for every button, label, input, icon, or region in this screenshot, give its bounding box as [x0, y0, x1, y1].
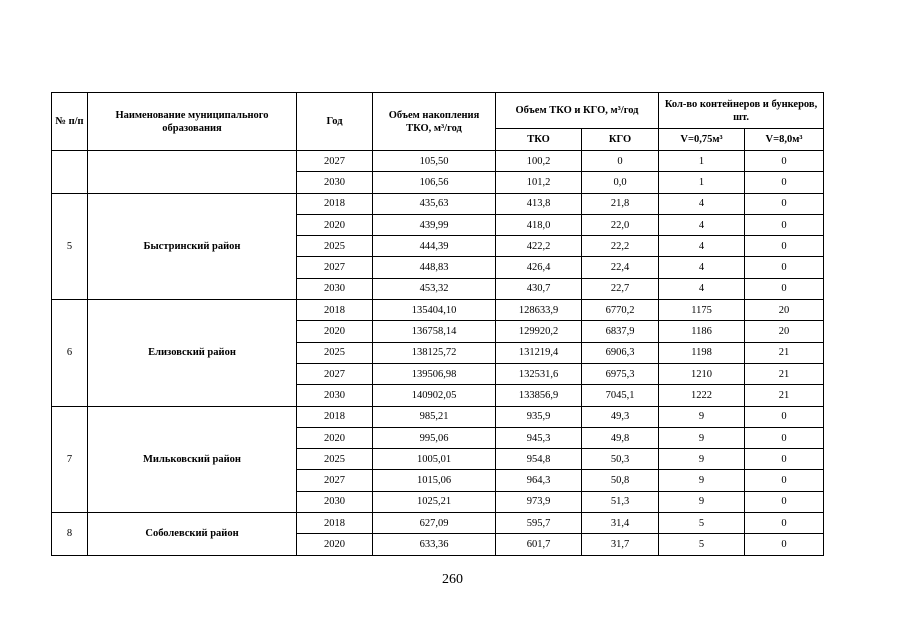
cell-kgo: 31,7 [582, 534, 659, 555]
cell-kgo: 6770,2 [582, 300, 659, 321]
cell-v8: 0 [745, 427, 824, 448]
row-num: 7 [52, 406, 88, 512]
cell-v8: 21 [745, 342, 824, 363]
cell-tko: 430,7 [496, 278, 582, 299]
cell-v075: 1222 [659, 385, 745, 406]
waste-volume-table [51, 92, 824, 556]
cell-kgo: 49,8 [582, 427, 659, 448]
cell-v8: 0 [745, 214, 824, 235]
municipality-name: Елизовский район [88, 300, 297, 406]
municipality-name [88, 151, 297, 194]
cell-v075: 5 [659, 534, 745, 555]
cell-v075: 9 [659, 449, 745, 470]
cell-v8: 20 [745, 321, 824, 342]
cell-volume: 444,39 [373, 236, 496, 257]
cell-tko: 595,7 [496, 513, 582, 534]
cell-year: 2020 [297, 321, 373, 342]
cell-year: 2018 [297, 406, 373, 427]
cell-kgo: 51,3 [582, 491, 659, 512]
cell-v8: 0 [745, 278, 824, 299]
cell-volume: 136758,14 [373, 321, 496, 342]
cell-tko: 601,7 [496, 534, 582, 555]
cell-volume: 439,99 [373, 214, 496, 235]
cell-tko: 133856,9 [496, 385, 582, 406]
cell-v075: 4 [659, 236, 745, 257]
cell-tko: 128633,9 [496, 300, 582, 321]
municipality-name: Быстринский район [88, 193, 297, 299]
cell-volume: 435,63 [373, 193, 496, 214]
header-kgo: КГО [582, 129, 659, 151]
cell-v8: 0 [745, 406, 824, 427]
cell-volume: 138125,72 [373, 342, 496, 363]
row-num: 6 [52, 300, 88, 406]
cell-kgo: 0 [582, 151, 659, 172]
cell-tko: 945,3 [496, 427, 582, 448]
cell-kgo: 22,4 [582, 257, 659, 278]
cell-year: 2018 [297, 193, 373, 214]
cell-year: 2027 [297, 151, 373, 172]
cell-volume: 135404,10 [373, 300, 496, 321]
cell-tko: 131219,4 [496, 342, 582, 363]
cell-kgo: 6975,3 [582, 363, 659, 384]
cell-v075: 9 [659, 491, 745, 512]
header-tko: ТКО [496, 129, 582, 151]
header-containers: Кол-во контейнеров и бункеров, шт. [659, 93, 824, 129]
cell-v075: 1 [659, 172, 745, 193]
cell-v8: 0 [745, 449, 824, 470]
header-v075: V=0,75м³ [659, 129, 745, 151]
cell-v075: 4 [659, 193, 745, 214]
cell-kgo: 50,3 [582, 449, 659, 470]
cell-year: 2025 [297, 449, 373, 470]
cell-volume: 453,32 [373, 278, 496, 299]
header-year: Год [297, 93, 373, 151]
cell-volume: 1015,06 [373, 470, 496, 491]
table-row [52, 151, 824, 172]
cell-tko: 101,2 [496, 172, 582, 193]
cell-year: 2030 [297, 385, 373, 406]
cell-v8: 0 [745, 491, 824, 512]
cell-volume: 140902,05 [373, 385, 496, 406]
cell-v075: 4 [659, 257, 745, 278]
cell-v075: 1 [659, 151, 745, 172]
cell-v075: 9 [659, 427, 745, 448]
cell-tko: 964,3 [496, 470, 582, 491]
cell-tko: 426,4 [496, 257, 582, 278]
cell-kgo: 21,8 [582, 193, 659, 214]
row-num: 5 [52, 193, 88, 299]
cell-year: 2018 [297, 300, 373, 321]
cell-v075: 1210 [659, 363, 745, 384]
header-v8: V=8,0м³ [745, 129, 824, 151]
cell-volume: 633,36 [373, 534, 496, 555]
cell-v8: 21 [745, 363, 824, 384]
cell-v075: 9 [659, 470, 745, 491]
cell-volume: 139506,98 [373, 363, 496, 384]
cell-volume: 995,06 [373, 427, 496, 448]
cell-v075: 1186 [659, 321, 745, 342]
cell-year: 2027 [297, 470, 373, 491]
cell-tko: 413,8 [496, 193, 582, 214]
table-row [52, 406, 824, 427]
cell-v8: 0 [745, 534, 824, 555]
cell-tko: 418,0 [496, 214, 582, 235]
table-row [52, 513, 824, 534]
cell-year: 2020 [297, 214, 373, 235]
cell-year: 2030 [297, 172, 373, 193]
cell-volume: 106,56 [373, 172, 496, 193]
cell-kgo: 6906,3 [582, 342, 659, 363]
cell-kgo: 0,0 [582, 172, 659, 193]
table-row [52, 193, 824, 214]
cell-year: 2030 [297, 278, 373, 299]
cell-v8: 20 [745, 300, 824, 321]
header-tko-kgo: Объем ТКО и КГО, м³/год [496, 93, 659, 129]
cell-tko: 954,8 [496, 449, 582, 470]
cell-v075: 9 [659, 406, 745, 427]
cell-year: 2020 [297, 427, 373, 448]
cell-v8: 0 [745, 513, 824, 534]
cell-volume: 105,50 [373, 151, 496, 172]
cell-kgo: 31,4 [582, 513, 659, 534]
cell-v075: 1175 [659, 300, 745, 321]
table-body [52, 151, 824, 556]
cell-kgo: 22,0 [582, 214, 659, 235]
cell-volume: 985,21 [373, 406, 496, 427]
cell-year: 2020 [297, 534, 373, 555]
cell-v8: 21 [745, 385, 824, 406]
page-number: 260 [442, 572, 463, 587]
cell-v075: 5 [659, 513, 745, 534]
row-num: 8 [52, 513, 88, 556]
cell-kgo: 22,2 [582, 236, 659, 257]
header-num: № п/п [52, 93, 88, 151]
cell-v8: 0 [745, 470, 824, 491]
cell-kgo: 50,8 [582, 470, 659, 491]
cell-v075: 1198 [659, 342, 745, 363]
cell-volume: 448,83 [373, 257, 496, 278]
cell-year: 2025 [297, 342, 373, 363]
cell-v8: 0 [745, 172, 824, 193]
cell-kgo: 49,3 [582, 406, 659, 427]
cell-tko: 132531,6 [496, 363, 582, 384]
cell-year: 2027 [297, 363, 373, 384]
cell-year: 2030 [297, 491, 373, 512]
cell-v075: 4 [659, 214, 745, 235]
cell-tko: 100,2 [496, 151, 582, 172]
cell-kgo: 6837,9 [582, 321, 659, 342]
cell-tko: 935,9 [496, 406, 582, 427]
cell-v8: 0 [745, 151, 824, 172]
cell-volume: 627,09 [373, 513, 496, 534]
cell-volume: 1005,01 [373, 449, 496, 470]
table-row [52, 300, 824, 321]
cell-tko: 973,9 [496, 491, 582, 512]
header-name: Наименование муниципального образования [88, 93, 297, 151]
municipality-name: Мильковский район [88, 406, 297, 512]
cell-v8: 0 [745, 193, 824, 214]
cell-volume: 1025,21 [373, 491, 496, 512]
header-volume: Объем накопления ТКО, м³/год [373, 93, 496, 151]
cell-v075: 4 [659, 278, 745, 299]
cell-v8: 0 [745, 236, 824, 257]
cell-v8: 0 [745, 257, 824, 278]
cell-year: 2018 [297, 513, 373, 534]
row-num [52, 151, 88, 194]
cell-year: 2027 [297, 257, 373, 278]
cell-tko: 422,2 [496, 236, 582, 257]
cell-year: 2025 [297, 236, 373, 257]
cell-tko: 129920,2 [496, 321, 582, 342]
cell-kgo: 22,7 [582, 278, 659, 299]
municipality-name: Соболевский район [88, 513, 297, 556]
cell-kgo: 7045,1 [582, 385, 659, 406]
